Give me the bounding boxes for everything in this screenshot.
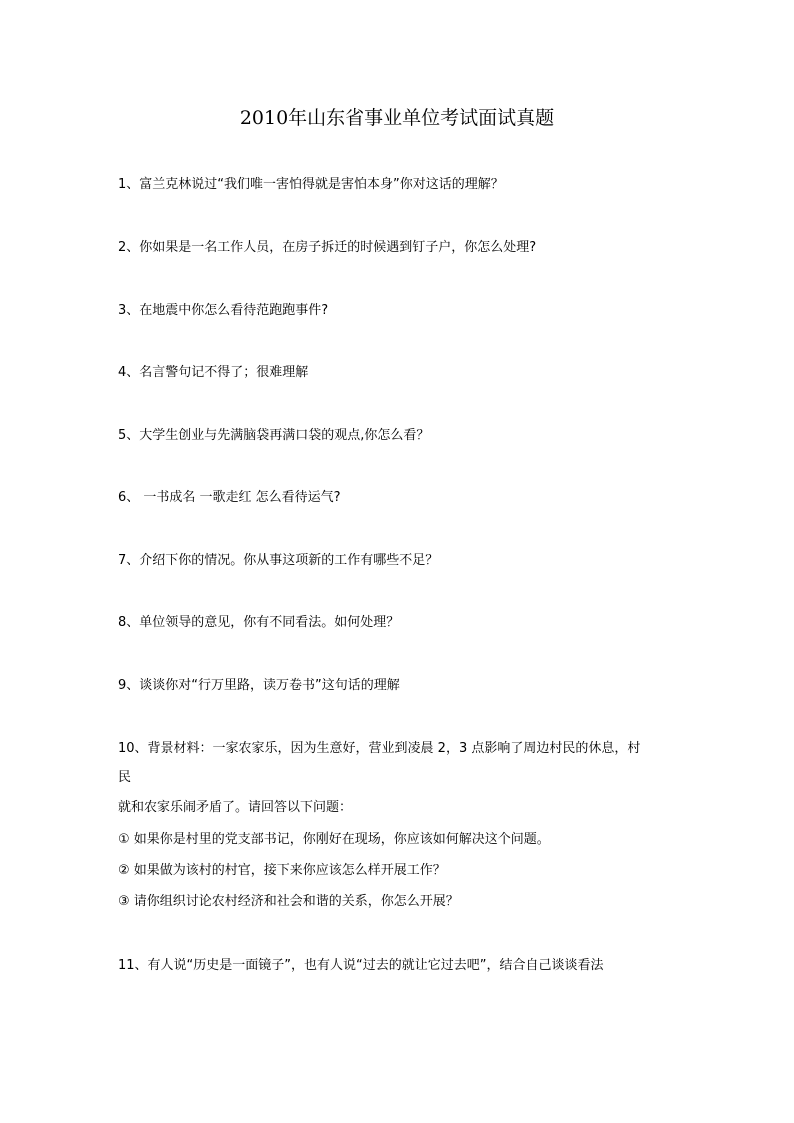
question-10-line-3: 就和农家乐闹矛盾了。请回答以下问题： [118, 800, 353, 815]
question-10-sub-3: ③ 请你组织讨论农村经济和社会和谐的关系，你怎么开展？ [118, 894, 459, 909]
question-11: 11、有人说“历史是一面镜子”，也有人说“过去的就让它过去吧”，结合自己谈谈看法 [118, 958, 604, 973]
question-5: 5、大学生创业与先满脑袋再满口袋的观点,你怎么看？ [118, 428, 430, 443]
question-4: 4、名言警句记不得了；很难理解 [118, 365, 309, 380]
question-10-sub-1: ① 如果你是村里的党支部书记，你刚好在现场，你应该如何解决这个问题。 [118, 832, 550, 847]
question-1: 1、富兰克林说过“我们唯一害怕得就是害怕本身”你对这话的理解？ [118, 177, 504, 192]
question-10-line-2: 民 [118, 770, 132, 785]
question-2: 2、你如果是一名工作人员，在房子拆迁的时候遇到钉子户，你怎么处理? [118, 240, 537, 255]
question-10-line-1: 10、背景材料：一家农家乐，因为生意好，营业到凌晨 2，3 点影响了周边村民的休息，村 [118, 741, 641, 756]
question-9: 9、谈谈你对“行万里路，读万卷书”这句话的理解 [118, 678, 400, 693]
question-10-sub-2: ② 如果做为该村的村官，接下来你应该怎么样开展工作？ [118, 863, 446, 878]
question-6: 6、 一书成名 一歌走红 怎么看待运气? [118, 490, 341, 505]
question-7: 7、介绍下你的情况。你从事这项新的工作有哪些不足？ [118, 553, 439, 568]
question-8: 8、单位领导的意见，你有不同看法。如何处理？ [118, 615, 400, 630]
question-3: 3、在地震中你怎么看待范跑跑事件? [118, 303, 329, 318]
page-title: 2010年山东省事业单位考试面试真题 [239, 107, 555, 129]
